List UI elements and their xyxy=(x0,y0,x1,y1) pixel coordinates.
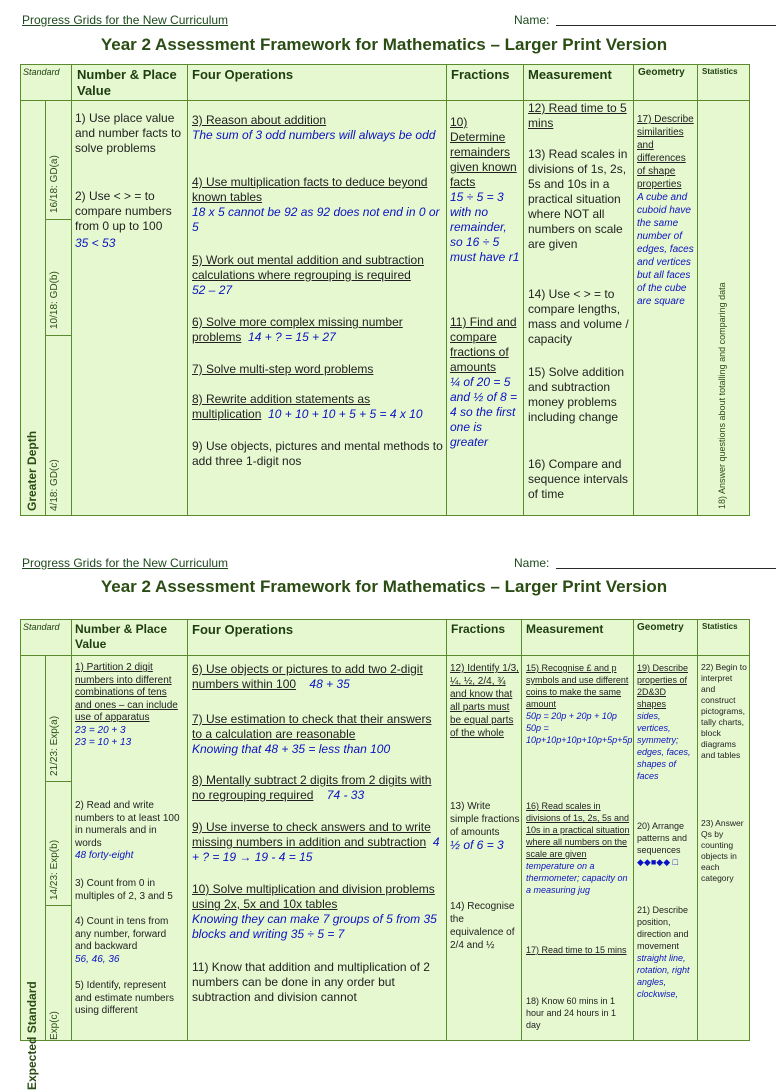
name-field[interactable] xyxy=(556,25,776,26)
standard-label: Greater Depth xyxy=(25,430,39,511)
npv-item-3: 3) Count from 0 in multiples of 2, 3 and 5 xyxy=(75,878,173,902)
measurement2-item-15: 15) Recognise £ and p symbols and use different coins to make the same amount 50p = 20p + 20p + 10p 50p = 10p+10p+10p+10p+5p+5p xyxy=(526,663,633,745)
npv-item-2: 2) Read and write numbers to at least 100 in numerals and in words 48 forty-eight xyxy=(75,800,180,861)
page-header-2 xyxy=(22,556,754,574)
ops2-item-6: 6) Use objects or pictures to add two 2-digit numbers within 100 48 + 35 xyxy=(192,662,423,691)
measurement-item-15: 15) Solve addition and subtraction money problems including change xyxy=(528,365,625,424)
ops2-item-11: 11) Know that addition and multiplication of 2 numbers can be done in any order but subtraction and division cannot xyxy=(192,960,430,1004)
ops-item-8: 8) Rewrite addition statements as multiplication 10 + 10 + 10 + 5 + 5 = 4 x 10 xyxy=(192,392,423,421)
npv-item-1: 1) Partition 2 digit numbers into different combinations of tens and ones – can include use of apparatus 23 = 20 + 3 23 = 10 + 13 xyxy=(75,662,178,748)
measurement-item-16: 16) Compare and sequence intervals of time xyxy=(528,457,629,501)
measurement-item-12: 12) Read time to 5 mins xyxy=(528,101,627,130)
npv-objective-1: 1) Use place value and number facts to solve problems xyxy=(75,111,182,155)
geometry2-item-19: 19) Describe properties of 2D&3D shapes sides, vertices, symmetry; edges, faces, shapes of faces xyxy=(637,663,691,781)
geometry-item-17: 17) Describe similarities and differences of shape properties A cube and cuboid have the same number of edges, faces and vertices but all faces of the cube are square xyxy=(637,114,694,307)
ops-item-6: 6) Solve more complex missing number problems 14 + ? = 15 + 27 xyxy=(192,315,403,344)
statistics-item-18: 18) Answer questions about totalling and comparing data xyxy=(717,282,727,509)
page-header xyxy=(22,13,754,31)
page-title: Year 2 Assessment Framework for Mathematics – Larger Print Version xyxy=(100,35,668,54)
ops-item-7: 7) Solve multi-step word problems xyxy=(192,362,374,376)
geometry2-item-21: 21) Describe position, direction and movement straight line, rotation, right angles, clockwise, xyxy=(637,905,690,999)
fractions2-item-12: 12) Identify 1/3, ¼, ½, 2/4, ¾ and know that all parts must be equal parts of the whole xyxy=(450,663,519,739)
statistics2-item-23: 23) Answer Qs by counting objects in each category xyxy=(701,818,744,883)
header-fractions: Fractions xyxy=(451,67,510,82)
row-label-exp-b: 14/23: Exp(b) xyxy=(49,839,60,900)
measurement2-item-18: 18) Know 60 mins in 1 hour and 24 hours in 1 day xyxy=(526,996,617,1030)
page-bottom xyxy=(0,543,768,1090)
header-fractions-2: Fractions xyxy=(451,622,506,636)
source-link-2[interactable]: Progress Grids for the New Curriculum xyxy=(22,556,229,570)
geometry2-item-20: 20) Arrange patterns and sequences ◆◆■◆◆ □ xyxy=(637,821,688,867)
header-geometry-2: Geometry xyxy=(637,622,684,633)
fractions2-item-14: 14) Recognise the equivalence of 2/4 and ½ xyxy=(450,901,515,951)
measurement-item-14: 14) Use < > = to compare lengths, mass and volume / capacity xyxy=(528,287,629,346)
source-link[interactable]: Progress Grids for the New Curriculum xyxy=(22,13,229,27)
header-statistics-2: Statistics xyxy=(702,622,738,631)
header-standard: Standard xyxy=(23,67,60,77)
ops-item-5: 5) Work out mental addition and subtraction calculations where regrouping is required 52 – 27 xyxy=(192,253,424,297)
ops-item-3: 3) Reason about addition The sum of 3 odd numbers will always be odd xyxy=(192,113,436,142)
assessment-grid-2 xyxy=(20,619,750,1090)
header-statistics: Statistics xyxy=(702,67,738,76)
measurement-item-13: 13) Read scales in divisions of 1s, 2s, 5s and 10s in a practical situation where NOT all numbers on scale are given xyxy=(528,147,628,251)
fractions-item-11: 11) Find and compare fractions of amounts ¼ of 20 = 5 and ½ of 8 = 4 so the first one is greater xyxy=(450,315,518,449)
row-label-gd-c: 4/18: GD(c) xyxy=(49,459,60,511)
header-standard-2: Standard xyxy=(23,622,60,632)
ops2-item-8: 8) Mentally subtract 2 digits from 2 digits with no regrouping required 74 - 33 xyxy=(192,773,432,802)
standard-label-2: Expected Standard xyxy=(25,981,39,1090)
name-label: Name: xyxy=(514,13,550,27)
page-top xyxy=(0,0,768,540)
assessment-grid xyxy=(20,64,750,516)
ops2-item-10: 10) Solve multiplication and division problems using 2x, 5x and 10x tables Knowing they can make 7 groups of 5 from 35 blocks and writing 35 ÷ 5 = 7 xyxy=(192,882,437,941)
statistics2-item-22: 22) Begin to interpret and construct pictograms, tally charts, block diagrams and tables xyxy=(701,662,747,760)
row-label-gd-b: 10/18: GD(b) xyxy=(49,271,60,329)
header-four-operations-2: Four Operations xyxy=(192,622,294,637)
row-label-exp-a: 21/23: Exp(a) xyxy=(49,715,60,776)
measurement2-item-17: 17) Read time to 15 mins xyxy=(526,945,627,955)
row-label-gd-a: 16/18: GD(a) xyxy=(49,155,60,213)
row-label-exp-c: Exp(c) xyxy=(49,1011,60,1040)
header-measurement: Measurement xyxy=(528,67,612,82)
name-label-2: Name: xyxy=(514,556,550,570)
fractions2-item-13: 13) Write simple fractions of amounts ½ of 6 = 3 xyxy=(450,801,520,852)
header-number-place-value: Number & Place Value xyxy=(77,67,177,98)
npv-example-2: 35 < 53 xyxy=(75,236,116,250)
header-measurement-2: Measurement xyxy=(526,622,604,636)
npv-objective-2: 2) Use < > = to compare numbers from 0 up to 100 xyxy=(75,189,172,233)
header-geometry: Geometry xyxy=(638,67,685,78)
page-title-2: Year 2 Assessment Framework for Mathematics – Larger Print Version xyxy=(100,577,668,596)
ops2-item-7: 7) Use estimation to check that their answers to a calculation are reasonable Knowing that 48 + 35 = less than 100 xyxy=(192,712,432,756)
ops-item-9: 9) Use objects, pictures and mental methods to add three 1-digit nos xyxy=(192,439,443,468)
header-four-operations: Four Operations xyxy=(192,67,294,82)
ops2-item-9: 9) Use inverse to check answers and to write missing numbers in addition and subtraction 4 + ? = 19 → 19 - 4 = 15 xyxy=(192,820,440,864)
ops-item-4: 4) Use multiplication facts to deduce beyond known tables 18 x 5 cannot be 92 as 92 does not end in 0 or 5 xyxy=(192,175,440,234)
npv-item-5: 5) Identify, represent and estimate numbers using different xyxy=(75,980,174,1016)
header-number-place-value-2: Number & Place Value xyxy=(75,622,168,651)
name-field-2[interactable] xyxy=(556,568,776,569)
npv-item-4: 4) Count in tens from any number, forward and backward 56, 46, 36 xyxy=(75,916,169,965)
fractions-item-10: 10) Determine remainders given known facts 15 ÷ 5 = 3 with no remainder, so 16 ÷ 5 must have r1 xyxy=(450,115,520,264)
measurement2-item-16: 16) Read scales in divisions of 1s, 2s, 5s and 10s in a practical situation where all numbers on the scale are given temperature on a thermometer; capacity on a measuring jug xyxy=(526,801,630,895)
